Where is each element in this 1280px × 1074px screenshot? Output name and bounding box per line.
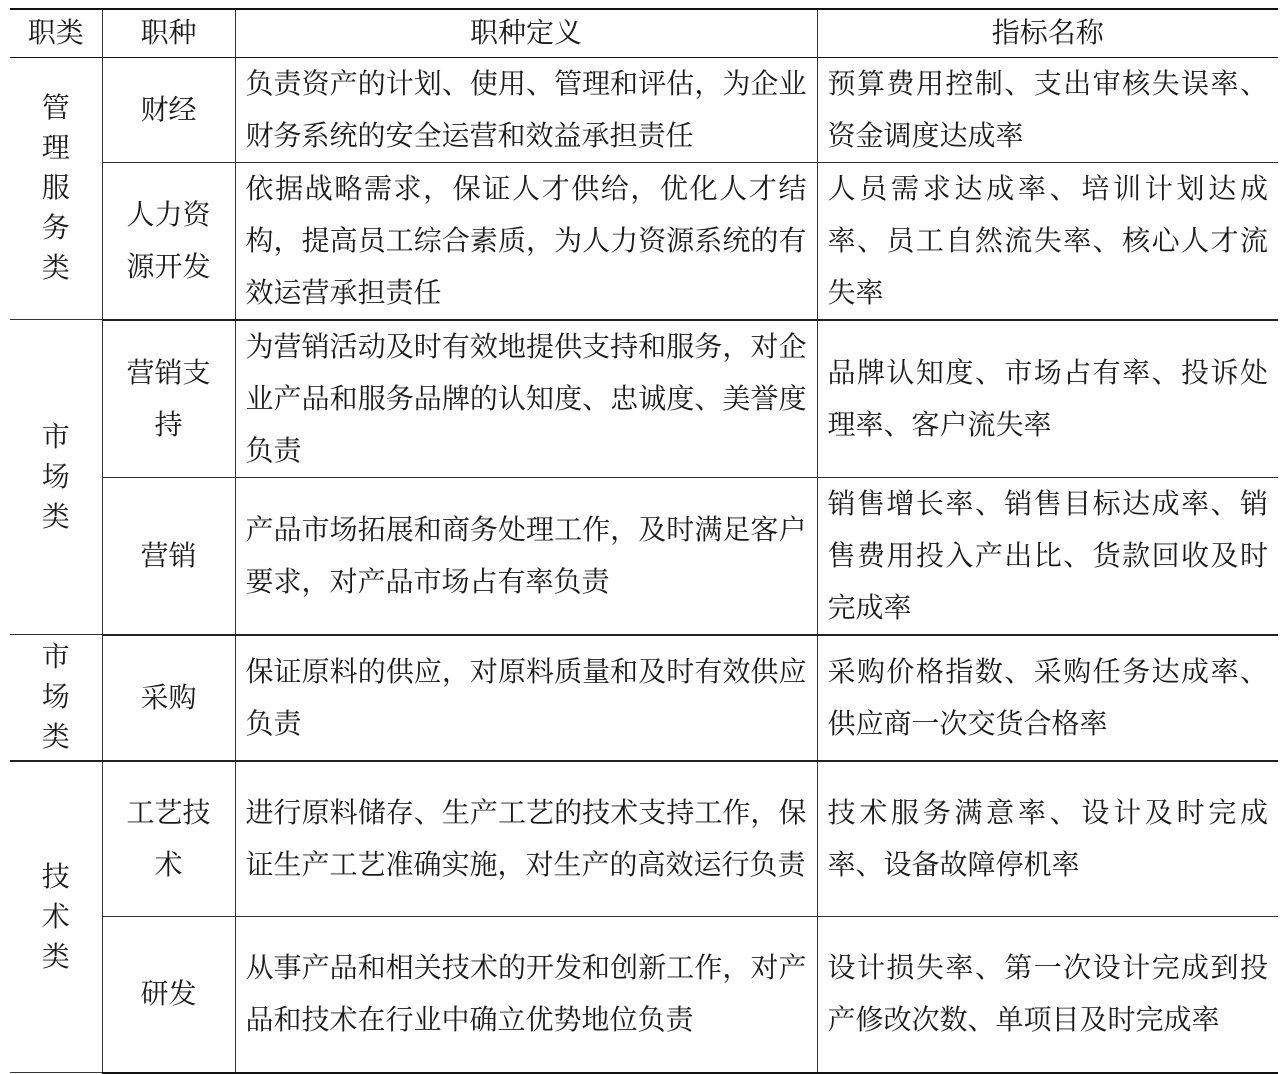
category-cell bbox=[10, 761, 102, 1073]
job-label: 工艺技术 bbox=[126, 795, 211, 881]
definition-cell: 为营销活动及时有效地提供支持和服务，对企业产品和服务品牌的认知度、忠诚度、美誉度负责 bbox=[235, 320, 817, 478]
table-row bbox=[10, 635, 1278, 761]
job-label: 研发 bbox=[140, 977, 197, 1011]
category-cell bbox=[10, 57, 102, 320]
definition-cell: 进行原料储存、生产工艺的技术支持工作，保证生产工艺准确实施，对生产的高效运行负责 bbox=[235, 761, 817, 917]
table-row bbox=[10, 162, 1278, 320]
category-label: 技术类 bbox=[41, 859, 70, 973]
job-cell bbox=[102, 320, 235, 478]
definition-cell: 从事产品和相关技术的开发和创新工作，对产品和技术在行业中确立优势地位负责 bbox=[235, 917, 817, 1073]
indicators-cell: 销售增长率、销售目标达成率、销售费用投入产出比、货款回收及时完成率 bbox=[817, 477, 1278, 635]
job-cell bbox=[102, 57, 235, 162]
category-label: 市场类 bbox=[41, 640, 70, 754]
job-label: 人力资源开发 bbox=[126, 197, 211, 283]
table-row bbox=[10, 917, 1278, 1073]
indicators-cell: 人员需求达成率、培训计划达成率、员工自然流失率、核心人才流失率 bbox=[817, 162, 1278, 320]
job-cell bbox=[102, 917, 235, 1073]
table-row bbox=[10, 477, 1278, 635]
job-cell bbox=[102, 635, 235, 761]
job-cell bbox=[102, 477, 235, 635]
header-row bbox=[10, 9, 1278, 57]
header-category: 职类 bbox=[10, 9, 102, 57]
job-label: 营销支持 bbox=[126, 355, 211, 441]
job-cell bbox=[102, 162, 235, 320]
table-row bbox=[10, 761, 1278, 917]
table-row bbox=[10, 57, 1278, 162]
job-label: 财经 bbox=[140, 92, 197, 126]
category-label: 管理服务类 bbox=[41, 91, 70, 285]
header-indicators: 指标名称 bbox=[817, 9, 1278, 57]
header-definition: 职种定义 bbox=[235, 9, 817, 57]
definition-cell: 依据战略需求，保证人才供给，优化人才结构，提高员工综合素质，为人力资源系统的有效运营承担责任 bbox=[235, 162, 817, 320]
indicators-cell: 技术服务满意率、设计及时完成率、设备故障停机率 bbox=[817, 761, 1278, 917]
job-cell bbox=[102, 761, 235, 917]
job-label: 营销 bbox=[140, 538, 197, 572]
indicators-cell: 品牌认知度、市场占有率、投诉处理率、客户流失率 bbox=[817, 320, 1278, 478]
indicators-cell: 预算费用控制、支出审核失误率、资金调度达成率 bbox=[817, 57, 1278, 162]
category-cell bbox=[10, 320, 102, 635]
indicators-cell: 采购价格指数、采购任务达成率、供应商一次交货合格率 bbox=[817, 635, 1278, 761]
header-job: 职种 bbox=[102, 9, 235, 57]
category-label: 市场类 bbox=[41, 420, 70, 533]
definition-cell: 产品市场拓展和商务处理工作，及时满足客户要求，对产品市场占有率负责 bbox=[235, 477, 817, 635]
category-cell bbox=[10, 635, 102, 761]
definition-cell: 保证原料的供应，对原料质量和及时有效供应负责 bbox=[235, 635, 817, 761]
job-indicator-table bbox=[10, 8, 1278, 1074]
definition-cell: 负责资产的计划、使用、管理和评估，为企业财务系统的安全运营和效益承担责任 bbox=[235, 57, 817, 162]
job-label: 采购 bbox=[140, 680, 197, 714]
table-row bbox=[10, 320, 1278, 478]
indicators-cell: 设计损失率、第一次设计完成到投产修改次数、单项目及时完成率 bbox=[817, 917, 1278, 1073]
